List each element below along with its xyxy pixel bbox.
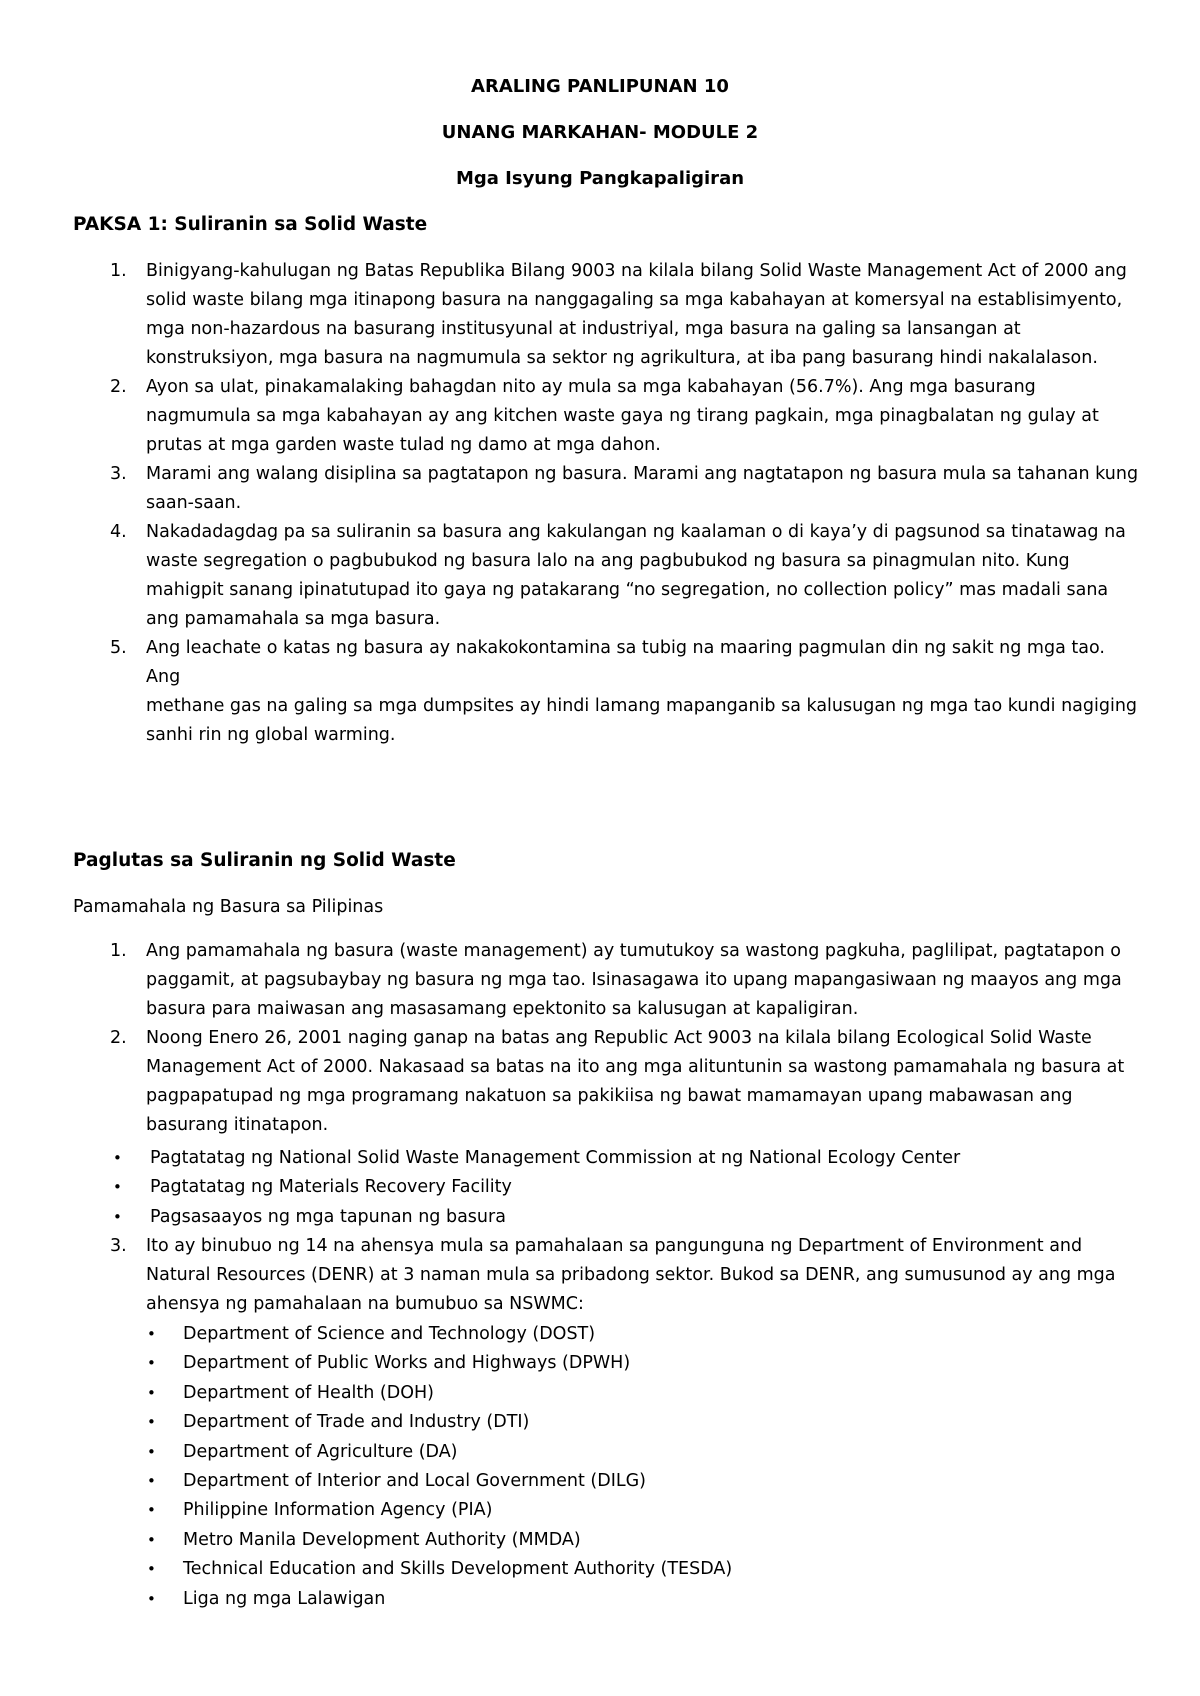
- agency-name: Department of Agriculture (DA): [183, 1441, 458, 1462]
- list-item: [0, 1585, 732, 1614]
- section1-list: [0, 257, 1140, 750]
- subject-title: ARALING PANLIPUNAN 10: [471, 76, 729, 97]
- ra9003-bullet-list: [0, 1144, 960, 1232]
- agency-name: Technical Education and Skills Development Authority (TESDA): [183, 1559, 733, 1580]
- section1-heading: PAKSA 1: Suliranin sa Solid Waste: [73, 214, 428, 235]
- agency-name: Philippine Information Agency (PIA): [183, 1500, 493, 1521]
- document-title: Mga Isyung Pangkapaligiran: [455, 168, 745, 189]
- list-item: [0, 1144, 960, 1173]
- agency-name: Metro Manila Development Authority (MMDA): [183, 1529, 581, 1550]
- agency-name: Department of Health (DOH): [183, 1382, 434, 1403]
- list-item: [0, 1232, 1140, 1319]
- bullet-marker: •: [147, 1560, 156, 1579]
- section2-list-continued: [0, 1232, 1140, 1319]
- agency-name: Department of Interior and Local Government (DILG): [183, 1471, 646, 1492]
- list-item-text: Ang pamamahala ng basura (waste management) ay tumutukoy sa wastong pagkuha, paglilipat, pagtatapon o paggamit, at pagsubaybay ng basura ng mga tao. Isinasagawa ito upang mapangasiwaan ng maayos ang mga basura para maiwasan ang masasamang epektonito sa kalusugan at kapaligiran.: [146, 941, 1122, 1019]
- list-number: 4.: [110, 522, 127, 542]
- bullet-marker: •: [147, 1354, 156, 1373]
- list-item-text: Ito ay binubuo ng 14 na ahensya mula sa pamahalaan sa pangunguna ng Department of Environment and Natural Resources (DENR) at 3 naman mula sa pribadong sektor. Bukod sa DENR, ang sumusunod ay ang mga ahensya ng pamahalaan na bumubuo sa NSWMC:: [146, 1236, 1116, 1314]
- bullet-marker: •: [113, 1149, 122, 1167]
- agency-bullet-list: [0, 1320, 732, 1614]
- list-item-text: Marami ang walang disiplina sa pagtatapon ng basura. Marami ang nagtatapon ng basura mula sa tahanan kung saan-saan.: [146, 464, 1139, 513]
- agency-name: Department of Science and Technology (DOST): [183, 1324, 596, 1344]
- list-item-text-continued: methane gas na galing sa mga dumpsites ay hindi lamang mapanganib sa kalusugan ng mga tao kundi nagiging sanhi rin ng global warming.: [146, 696, 1138, 745]
- module-title: UNANG MARKAHAN- MODULE 2: [441, 122, 759, 143]
- bullet-marker: •: [147, 1413, 156, 1432]
- list-item: [0, 1467, 732, 1496]
- list-item: [0, 1408, 732, 1437]
- list-item: [0, 1555, 732, 1584]
- list-item-text: Binigyang-kahulugan ng Batas Republika Bilang 9003 na kilala bilang Solid Waste Management Act of 2000 ang solid waste bilang mga itinapong basura na nanggagaling sa mga kabahayan at komersyal na establisimyento, mga non-hazardous na basurang institusyunal at industriyal, mga basura na galing sa lansangan at konstruksiyon, mga basura na nagmumula sa sektor ng agrikultura, at iba pang basurang hindi nakalalason.: [146, 261, 1127, 368]
- list-number: 3.: [110, 1236, 127, 1256]
- agency-name: Department of Public Works and Highways (DPWH): [183, 1353, 631, 1374]
- section2-heading: Paglutas sa Suliranin ng Solid Waste: [73, 850, 456, 871]
- list-item: [0, 937, 1140, 1024]
- section2-list: [0, 937, 1140, 1140]
- list-item: [0, 1438, 732, 1467]
- list-item: [0, 1349, 732, 1378]
- list-number: 1.: [110, 261, 127, 281]
- list-number: 2.: [110, 377, 127, 397]
- bullet-marker: •: [147, 1530, 156, 1549]
- list-item: [0, 1320, 732, 1349]
- list-item-text: Pagtatatag ng Materials Recovery Facility: [150, 1177, 512, 1198]
- list-item: [0, 1203, 960, 1232]
- list-item: [0, 1526, 732, 1555]
- list-number: 1.: [110, 941, 127, 961]
- list-item: [0, 460, 1140, 518]
- bullet-marker: •: [113, 1178, 122, 1197]
- section2-subheading: Pamamahala ng Basura sa Pilipinas: [73, 897, 384, 917]
- bullet-marker: •: [147, 1383, 156, 1402]
- list-number: 2.: [110, 1028, 127, 1048]
- list-item-text: Pagtatatag ng National Solid Waste Management Commission at ng National Ecology Center: [150, 1148, 961, 1168]
- agency-name: Liga ng mga Lalawigan: [183, 1588, 386, 1609]
- agency-name: Department of Trade and Industry (DTI): [183, 1412, 530, 1433]
- list-item-text: Ayon sa ulat, pinakamalaking bahagdan nito ay mula sa mga kabahayan (56.7%). Ang mga basurang nagmumula sa mga kabahayan ay ang kitchen waste gaya ng tirang pagkain, mga pinagbalatan ng gulay at prutas at mga garden waste tulad ng damo at mga dahon.: [146, 377, 1099, 455]
- list-item: [0, 518, 1140, 634]
- list-number: 5.: [110, 638, 127, 658]
- bullet-marker: •: [147, 1472, 156, 1491]
- list-item: [0, 257, 1140, 373]
- list-item: [0, 634, 1140, 750]
- list-item-text: Pagsasaayos ng mga tapunan ng basura: [150, 1206, 506, 1227]
- list-item-text: Noong Enero 26, 2001 naging ganap na batas ang Republic Act 9003 na kilala bilang Ecological Solid Waste Management Act of 2000. Nakasaad sa batas na ito ang mga alituntunin sa wastong pamamahala ng basura at pagpapatupad ng mga programang nakatuon sa pakikiisa ng bawat mamamayan upang mabawasan ang basurang itinatapon.: [146, 1028, 1125, 1135]
- list-item: [0, 1173, 960, 1202]
- bullet-marker: •: [147, 1442, 156, 1461]
- bullet-marker: •: [147, 1501, 156, 1520]
- list-item: [0, 1024, 1140, 1140]
- bullet-marker: •: [147, 1325, 156, 1343]
- list-item-text: Ang leachate o katas ng basura ay nakakokontamina sa tubig na maaring pagmulan din ng sakit ng mga tao. Ang: [146, 638, 1105, 687]
- bullet-marker: •: [147, 1589, 156, 1608]
- list-item: [0, 373, 1140, 460]
- list-number: 3.: [110, 464, 127, 484]
- bullet-marker: •: [113, 1207, 122, 1226]
- list-item: [0, 1496, 732, 1525]
- list-item: [0, 1379, 732, 1408]
- list-item-text: Nakadadagdag pa sa suliranin sa basura ang kakulangan ng kaalaman o di kaya’y di pagsunod sa tinatawag na waste segregation o pagbubukod ng basura lalo na ang pagbubukod ng basura sa pinagmulan nito. Kung mahigpit sanang ipinatutupad ito gaya ng patakarang “no segregation, no collection policy” mas madali sana ang pamamahala sa mga basura.: [146, 522, 1126, 629]
